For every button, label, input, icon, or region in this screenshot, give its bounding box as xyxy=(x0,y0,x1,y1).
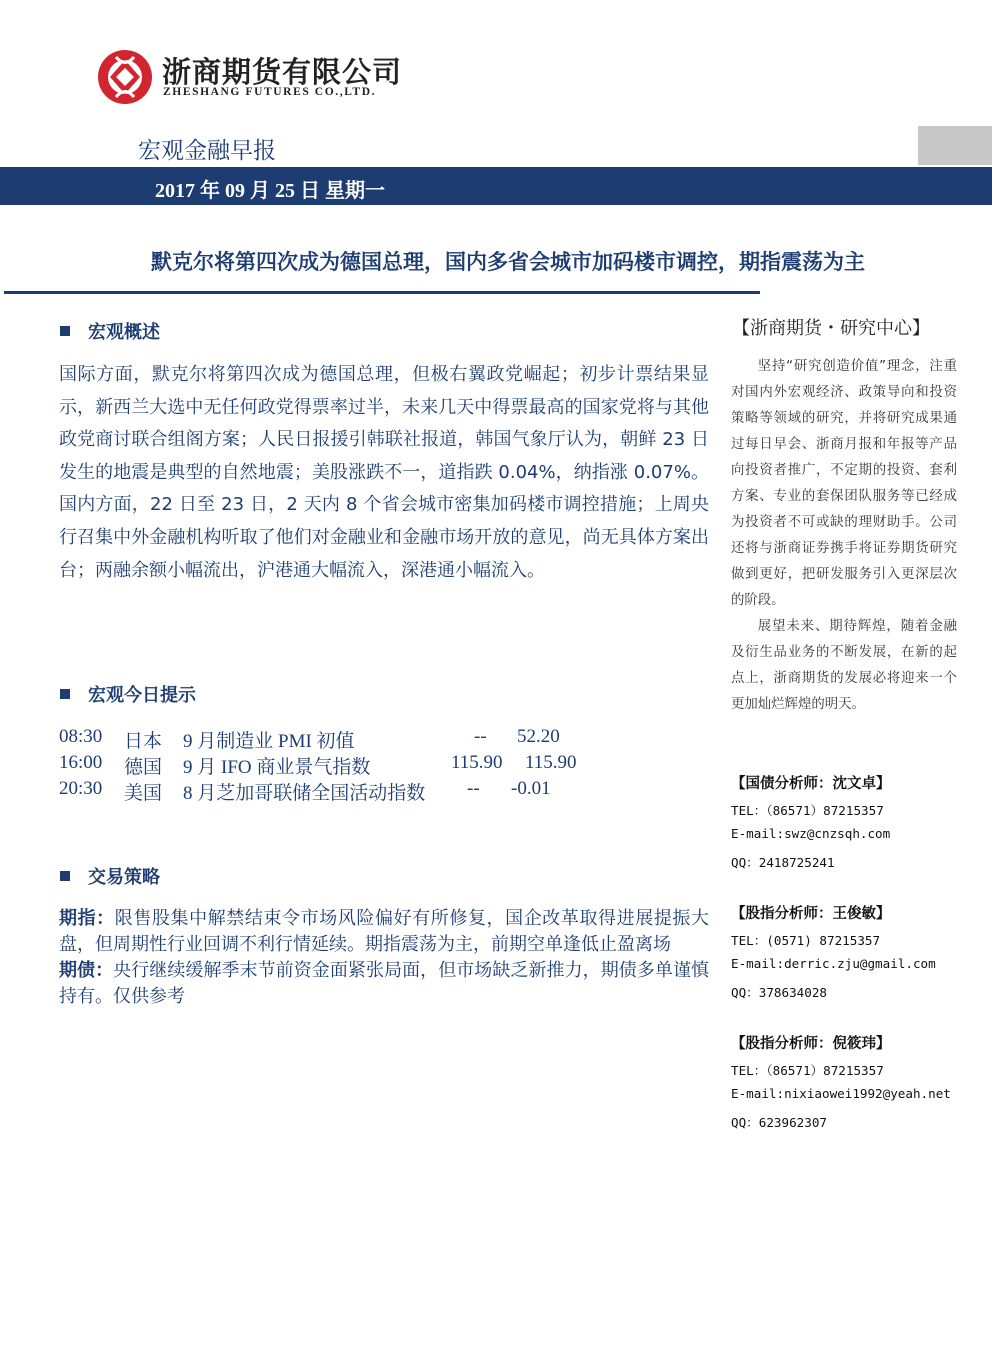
strategy-item-index-futures xyxy=(59,906,709,958)
analyst-qq: QQ：378634028 xyxy=(731,985,827,1000)
section-heading-calendar xyxy=(60,681,196,707)
analyst-tel: TEL：（86571）87215357 xyxy=(731,803,884,818)
sidebar-paragraph: 坚持“研究创造价值”理念，注重对国内外宏观经济、政策导向和投资策略等领域的研究，并将研究成果通过每日早会、浙商月报和年报等产品向投资者推广，不定期的投资、套利方案、专业的套保团队服务等已经成为投资者不可或缺的理财助手。公司还将与浙商证券携手将证券期货研究做到更好，把研发服务引入更深层次的阶段。 xyxy=(731,359,957,608)
strategy-text: 央行继续缓解季末节前资金面紧张局面，但市场缺乏新推力，期债多单谨慎持有。仅供参考 xyxy=(59,960,709,1007)
bullet-square-icon xyxy=(60,326,70,336)
event-indicator: 8 月芝加哥联储全国活动指数 xyxy=(183,783,426,804)
sidebar-title: 【浙商期货・研究中心】 xyxy=(732,318,930,339)
section-title: 宏观概述 xyxy=(88,322,160,343)
analyst-tel: TEL：(0571) 87215357 xyxy=(731,933,881,948)
analyst-email: E-mail:swz@cnzsqh.com xyxy=(731,826,891,841)
section-title: 宏观今日提示 xyxy=(88,685,196,706)
strategy-label: 期债： xyxy=(59,960,114,981)
headline-divider xyxy=(4,291,760,294)
event-value: 52.20 xyxy=(517,726,560,747)
strategy-block xyxy=(59,906,709,1010)
report-type: 宏观金融早报 xyxy=(138,138,276,164)
section-heading-overview xyxy=(60,318,160,344)
event-time: 20:30 xyxy=(59,778,103,799)
analyst-name: 【股指分析师：王俊敏】 xyxy=(731,906,891,922)
strategy-item-bond-futures xyxy=(59,958,709,1010)
sidebar-intro xyxy=(731,354,957,718)
analyst-name: 【国债分析师：沈文卓】 xyxy=(731,776,891,792)
event-previous: -- xyxy=(474,726,487,747)
event-value: -0.01 xyxy=(511,778,551,799)
bullet-square-icon xyxy=(60,871,70,881)
company-name-en: ZHESHANG FUTURES CO.,LTD. xyxy=(163,86,377,98)
header-gray-tab xyxy=(918,126,992,165)
analyst-qq: QQ：2418725241 xyxy=(731,855,835,870)
event-indicator: 9 月 IFO 商业景气指数 xyxy=(183,757,371,778)
event-country: 美国 xyxy=(124,783,163,804)
calendar-row xyxy=(59,726,699,752)
analyst-name: 【股指分析师：倪筱玮】 xyxy=(731,1036,891,1052)
strategy-label: 期指： xyxy=(59,908,115,929)
calendar-row xyxy=(59,778,699,804)
event-time: 08:30 xyxy=(59,726,103,747)
report-date: 2017 年 09 月 25 日 星期一 xyxy=(155,180,385,202)
strategy-text: 限售股集中解禁结束令市场风险偏好有所修复，国企改革取得进展提振大盘，但周期性行业回调不利行情延续。期指震荡为主，前期空单逢低止盈离场 xyxy=(59,908,709,955)
section-heading-strategy xyxy=(60,863,160,889)
analyst-email: E-mail:nixiaowei1992@yeah.net xyxy=(731,1086,951,1101)
event-previous: 115.90 xyxy=(451,752,503,773)
event-indicator: 9 月制造业 PMI 初值 xyxy=(183,731,355,752)
sidebar-paragraph: 展望未来、期待辉煌，随着金融及衍生品业务的不断发展，在新的起点上，浙商期货的发展必将迎来一个更加灿烂辉煌的明天。 xyxy=(731,619,957,712)
overview-paragraph: 国际方面，默克尔将第四次成为德国总理，但极右翼政党崛起；初步计票结果显示，新西兰大选中无任何政党得票率过半，未来几天中得票最高的国家党将与其他政党商讨联合组阁方案；人民日报援引韩联社报道，韩国气象厅认为，朝鲜 23 日发生的地震是典型的自然地震；美股涨跌不一，道指跌 0.04%，纳指涨 0.07%。国内方面，22 日至 23 日，2 天内 8 个省会城市密集加码楼市调控措施；上周央行召集中外金融机构听取了他们对金融业和金融市场开放的意见，尚无具体方案出台；两融余额小幅流出，沪港通大幅流入，深港通小幅流入。 xyxy=(59,364,709,581)
date-banner xyxy=(0,167,992,205)
analyst-email: E-mail:derric.zju@gmail.com xyxy=(731,956,936,971)
event-time: 16:00 xyxy=(59,752,103,773)
calendar-row xyxy=(59,752,699,778)
event-previous: -- xyxy=(467,778,480,799)
analyst-qq: QQ：623962307 xyxy=(731,1115,827,1130)
section-title: 交易策略 xyxy=(88,867,160,888)
company-logo-icon xyxy=(96,48,154,106)
analyst-tel: TEL：（86571）87215357 xyxy=(731,1063,884,1078)
event-country: 德国 xyxy=(124,757,163,778)
company-name-cn: 浙商期货有限公司 xyxy=(162,55,403,89)
bullet-square-icon xyxy=(60,689,70,699)
event-value: 115.90 xyxy=(525,752,577,773)
event-country: 日本 xyxy=(124,731,163,752)
headline: 默克尔将第四次成为德国总理，国内多省会城市加码楼市调控，期指震荡为主 xyxy=(151,250,865,274)
